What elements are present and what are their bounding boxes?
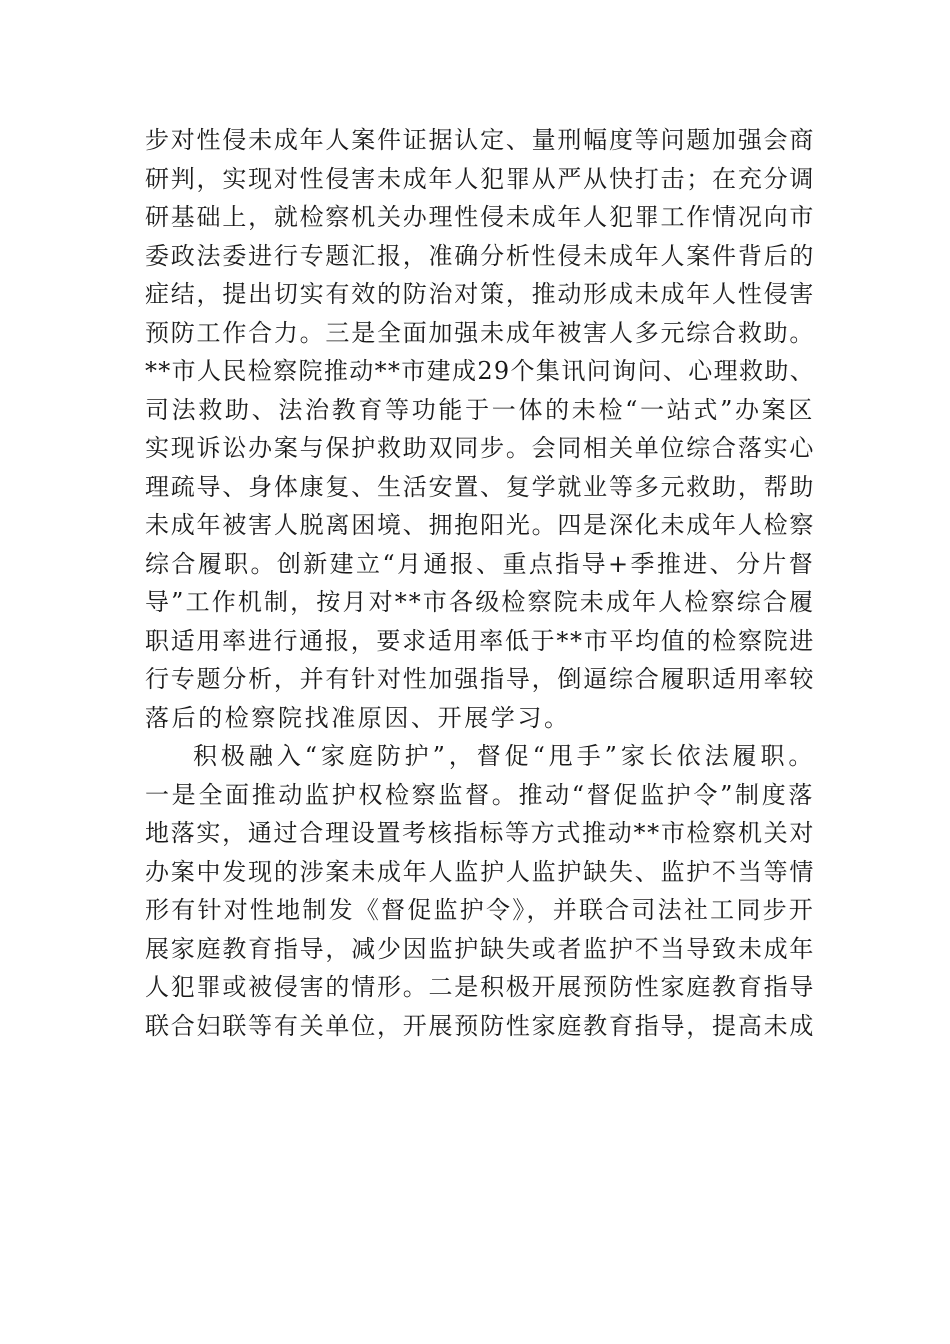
text-line-20: 办案中发现的涉案未成年人监护人监护缺失、监护不当等情 (145, 857, 815, 886)
text-line-9: 实现诉讼办案与保护救助双同步。会同相关单位综合落实心 (145, 434, 815, 462)
text-line-18: 一是全面推动监护权检察监督。推动“督促监护令”制度落 (145, 780, 815, 809)
text-line-24: 联合妇联等有关单位，开展预防性家庭教育指导，提高未成 (145, 1011, 815, 1040)
text-line-4: 委政法委进行专题汇报，准确分析性侵未成年人案件背后的 (145, 241, 815, 270)
text-line-15: 行专题分析，并有针对性加强指导，倒逼综合履职适用率较 (145, 665, 815, 693)
text-line-16: 落后的检察院找准原因、开展学习。 (145, 703, 571, 732)
text-line-10: 理疏导、身体康复、生活安置、复学就业等多元救助，帮助 (145, 472, 815, 501)
text-line-11: 未成年被害人脱离困境、拥抱阳光。四是深化未成年人检察 (145, 511, 815, 539)
text-line-6: 预防工作合力。三是全面加强未成年被害人多元综合救助。 (145, 318, 815, 347)
text-line-14: 职适用率进行通报，要求适用率低于**市平均值的检察院进 (145, 626, 815, 655)
text-line-3: 研基础上，就检察机关办理性侵未成年人犯罪工作情况向市 (145, 203, 815, 231)
text-line-23: 人犯罪或被侵害的情形。二是积极开展预防性家庭教育指导 (145, 973, 815, 1001)
text-line-8: 司法救助、法治教育等功能于一体的未检“一站式”办案区 (145, 395, 815, 424)
document-body (145, 121, 815, 1045)
text-line-1: 步对性侵未成年人案件证据认定、量刑幅度等问题加强会商 (145, 126, 815, 154)
text-line-12: 综合履职。创新建立“月通报、重点指导+季推进、分片督 (145, 549, 815, 578)
text-line-13: 导”工作机制，按月对**市各级检察院未成年人检察综合履 (145, 588, 815, 616)
text-line-2: 研判，实现对性侵害未成年人犯罪从严从快打击；在充分调 (145, 164, 815, 193)
paragraph-heading-line: 积极融入“家庭防护”，督促“甩手”家长依法履职。 (193, 742, 815, 770)
text-line-21: 形有针对性地制发《督促监护令》，并联合司法社工同步开 (145, 896, 815, 924)
text-line-5: 症结，提出切实有效的防治对策，推动形成未成年人性侵害 (145, 280, 815, 308)
text-line-22: 展家庭教育指导，减少因监护缺失或者监护不当导致未成年 (145, 934, 815, 963)
text-line-7: **市人民检察院推动**市建成29个集讯问询问、心理救助、 (145, 357, 815, 385)
text-line-19: 地落实，通过合理设置考核指标等方式推动**市检察机关对 (145, 819, 815, 847)
